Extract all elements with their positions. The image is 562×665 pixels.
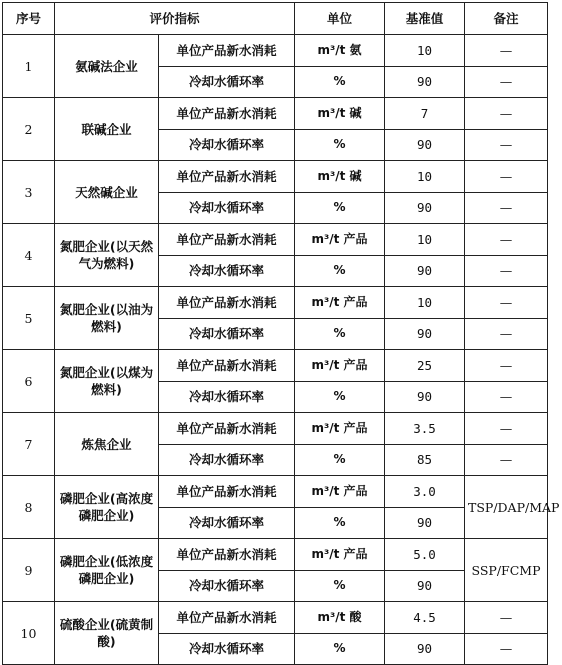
enterprise-type-label: 硫酸企业(硫黄制酸): [59, 617, 154, 649]
unit-cell: m³/t 酸: [295, 602, 385, 634]
enterprise-type-label: 天然碱企业: [75, 184, 138, 200]
enterprise-type: [55, 476, 159, 539]
unit-cell: m³/t 产品: [295, 476, 385, 508]
baseline-value: 90: [385, 192, 465, 224]
remark-cell: —: [465, 602, 548, 634]
table-row: [3, 161, 548, 193]
indicator-name: 冷却水循环率: [159, 633, 295, 665]
header-baseline: 基准值: [385, 3, 465, 35]
row-number: 2: [3, 98, 55, 161]
remark-cell: —: [465, 633, 548, 665]
unit-cell: %: [295, 66, 385, 98]
unit-cell: %: [295, 255, 385, 287]
unit-cell: %: [295, 192, 385, 224]
indicator-name: 单位产品新水消耗: [159, 224, 295, 256]
row-number: 3: [3, 161, 55, 224]
indicator-name: 冷却水循环率: [159, 192, 295, 224]
baseline-value: 90: [385, 507, 465, 539]
enterprise-type: [55, 98, 159, 161]
baseline-value: 10: [385, 161, 465, 193]
indicator-name: 冷却水循环率: [159, 129, 295, 161]
table-row: [3, 35, 548, 67]
indicator-name: 单位产品新水消耗: [159, 539, 295, 571]
table-row: [3, 350, 548, 382]
remark-text: SSP/FCMP: [471, 562, 541, 578]
remark-cell: —: [465, 129, 548, 161]
row-number: 1: [3, 35, 55, 98]
enterprise-type-label: 磷肥企业(高浓度磷肥企业): [59, 491, 154, 523]
indicator-name: 冷却水循环率: [159, 66, 295, 98]
header-unit: 单位: [295, 3, 385, 35]
enterprise-type-label: 氨碱法企业: [75, 58, 138, 74]
enterprise-type: [55, 539, 159, 602]
remark-cell: —: [465, 444, 548, 476]
baseline-value: 90: [385, 318, 465, 350]
row-number: 9: [3, 539, 55, 602]
table-row: [3, 413, 548, 445]
baseline-value: 85: [385, 444, 465, 476]
enterprise-type: [55, 35, 159, 98]
row-number: 6: [3, 350, 55, 413]
remark-cell: —: [465, 255, 548, 287]
remark-cell: [465, 539, 548, 602]
header-indicator: 评价指标: [55, 3, 295, 35]
indicator-name: 单位产品新水消耗: [159, 35, 295, 67]
unit-cell: %: [295, 444, 385, 476]
water-indicator-table: [2, 2, 560, 665]
baseline-value: 90: [385, 129, 465, 161]
enterprise-type-label: 氮肥企业(以煤为燃料): [59, 365, 154, 397]
enterprise-type: [55, 161, 159, 224]
table-row: [3, 476, 548, 508]
enterprise-type: [55, 287, 159, 350]
table-row: [3, 287, 548, 319]
baseline-value: 10: [385, 35, 465, 67]
unit-cell: m³/t 碱: [295, 161, 385, 193]
unit-cell: m³/t 产品: [295, 539, 385, 571]
indicator-name: 单位产品新水消耗: [159, 287, 295, 319]
table-header-row: [3, 3, 548, 35]
row-number: 4: [3, 224, 55, 287]
baseline-value: 25: [385, 350, 465, 382]
remark-cell: —: [465, 161, 548, 193]
enterprise-type-label: 磷肥企业(低浓度磷肥企业): [59, 554, 154, 586]
remark-cell: —: [465, 381, 548, 413]
table-row: [3, 602, 548, 634]
indicator-name: 单位产品新水消耗: [159, 413, 295, 445]
indicator-name: 单位产品新水消耗: [159, 161, 295, 193]
indicator-name: 单位产品新水消耗: [159, 350, 295, 382]
table-body: [3, 35, 560, 665]
baseline-value: 90: [385, 381, 465, 413]
indicator-name: 冷却水循环率: [159, 507, 295, 539]
baseline-value: 90: [385, 255, 465, 287]
remark-cell: —: [465, 192, 548, 224]
enterprise-type: [55, 350, 159, 413]
baseline-value: 3.5: [385, 413, 465, 445]
row-number: 5: [3, 287, 55, 350]
document-page: [2, 2, 560, 665]
baseline-value: 10: [385, 224, 465, 256]
baseline-value: 7: [385, 98, 465, 130]
unit-cell: %: [295, 570, 385, 602]
remark-cell: —: [465, 287, 548, 319]
enterprise-type-label: 氮肥企业(以天然气为燃料): [59, 239, 154, 271]
indicator-name: 单位产品新水消耗: [159, 602, 295, 634]
indicator-name: 单位产品新水消耗: [159, 476, 295, 508]
unit-cell: %: [295, 633, 385, 665]
unit-cell: m³/t 产品: [295, 224, 385, 256]
remark-cell: —: [465, 318, 548, 350]
indicator-name: 冷却水循环率: [159, 570, 295, 602]
unit-cell: m³/t 产品: [295, 350, 385, 382]
baseline-value: 5.0: [385, 539, 465, 571]
unit-cell: %: [295, 129, 385, 161]
baseline-value: 90: [385, 66, 465, 98]
indicator-name: 冷却水循环率: [159, 444, 295, 476]
remark-cell: —: [465, 413, 548, 445]
table-row: [3, 98, 548, 130]
unit-cell: %: [295, 381, 385, 413]
header-remark: 备注: [465, 3, 548, 35]
enterprise-type: [55, 602, 159, 665]
table-row: [3, 224, 548, 256]
remark-cell: [465, 476, 560, 539]
unit-cell: %: [295, 507, 385, 539]
indicator-name: 冷却水循环率: [159, 318, 295, 350]
row-number: 8: [3, 476, 55, 539]
enterprise-type-label: 炼焦企业: [81, 436, 132, 452]
unit-cell: m³/t 氨: [295, 35, 385, 67]
baseline-value: 90: [385, 633, 465, 665]
row-number: 10: [3, 602, 55, 665]
table-row: [3, 539, 548, 571]
remark-cell: —: [465, 66, 548, 98]
baseline-value: 4.5: [385, 602, 465, 634]
indicator-name: 单位产品新水消耗: [159, 98, 295, 130]
remark-cell: —: [465, 35, 548, 67]
remark-cell: —: [465, 98, 548, 130]
enterprise-type-label: 氮肥企业(以油为燃料): [59, 302, 154, 334]
unit-cell: m³/t 产品: [295, 287, 385, 319]
baseline-value: 90: [385, 570, 465, 602]
enterprise-type: [55, 224, 159, 287]
unit-cell: m³/t 碱: [295, 98, 385, 130]
unit-cell: m³/t 产品: [295, 413, 385, 445]
header-no: 序号: [3, 3, 55, 35]
baseline-value: 10: [385, 287, 465, 319]
remark-text: TSP/DAP/MAP: [468, 499, 560, 515]
baseline-value: 3.0: [385, 476, 465, 508]
indicator-name: 冷却水循环率: [159, 255, 295, 287]
remark-cell: —: [465, 350, 548, 382]
remark-cell: —: [465, 224, 548, 256]
enterprise-type: [55, 413, 159, 476]
enterprise-type-label: 联碱企业: [81, 121, 132, 137]
unit-cell: %: [295, 318, 385, 350]
row-number: 7: [3, 413, 55, 476]
indicator-name: 冷却水循环率: [159, 381, 295, 413]
